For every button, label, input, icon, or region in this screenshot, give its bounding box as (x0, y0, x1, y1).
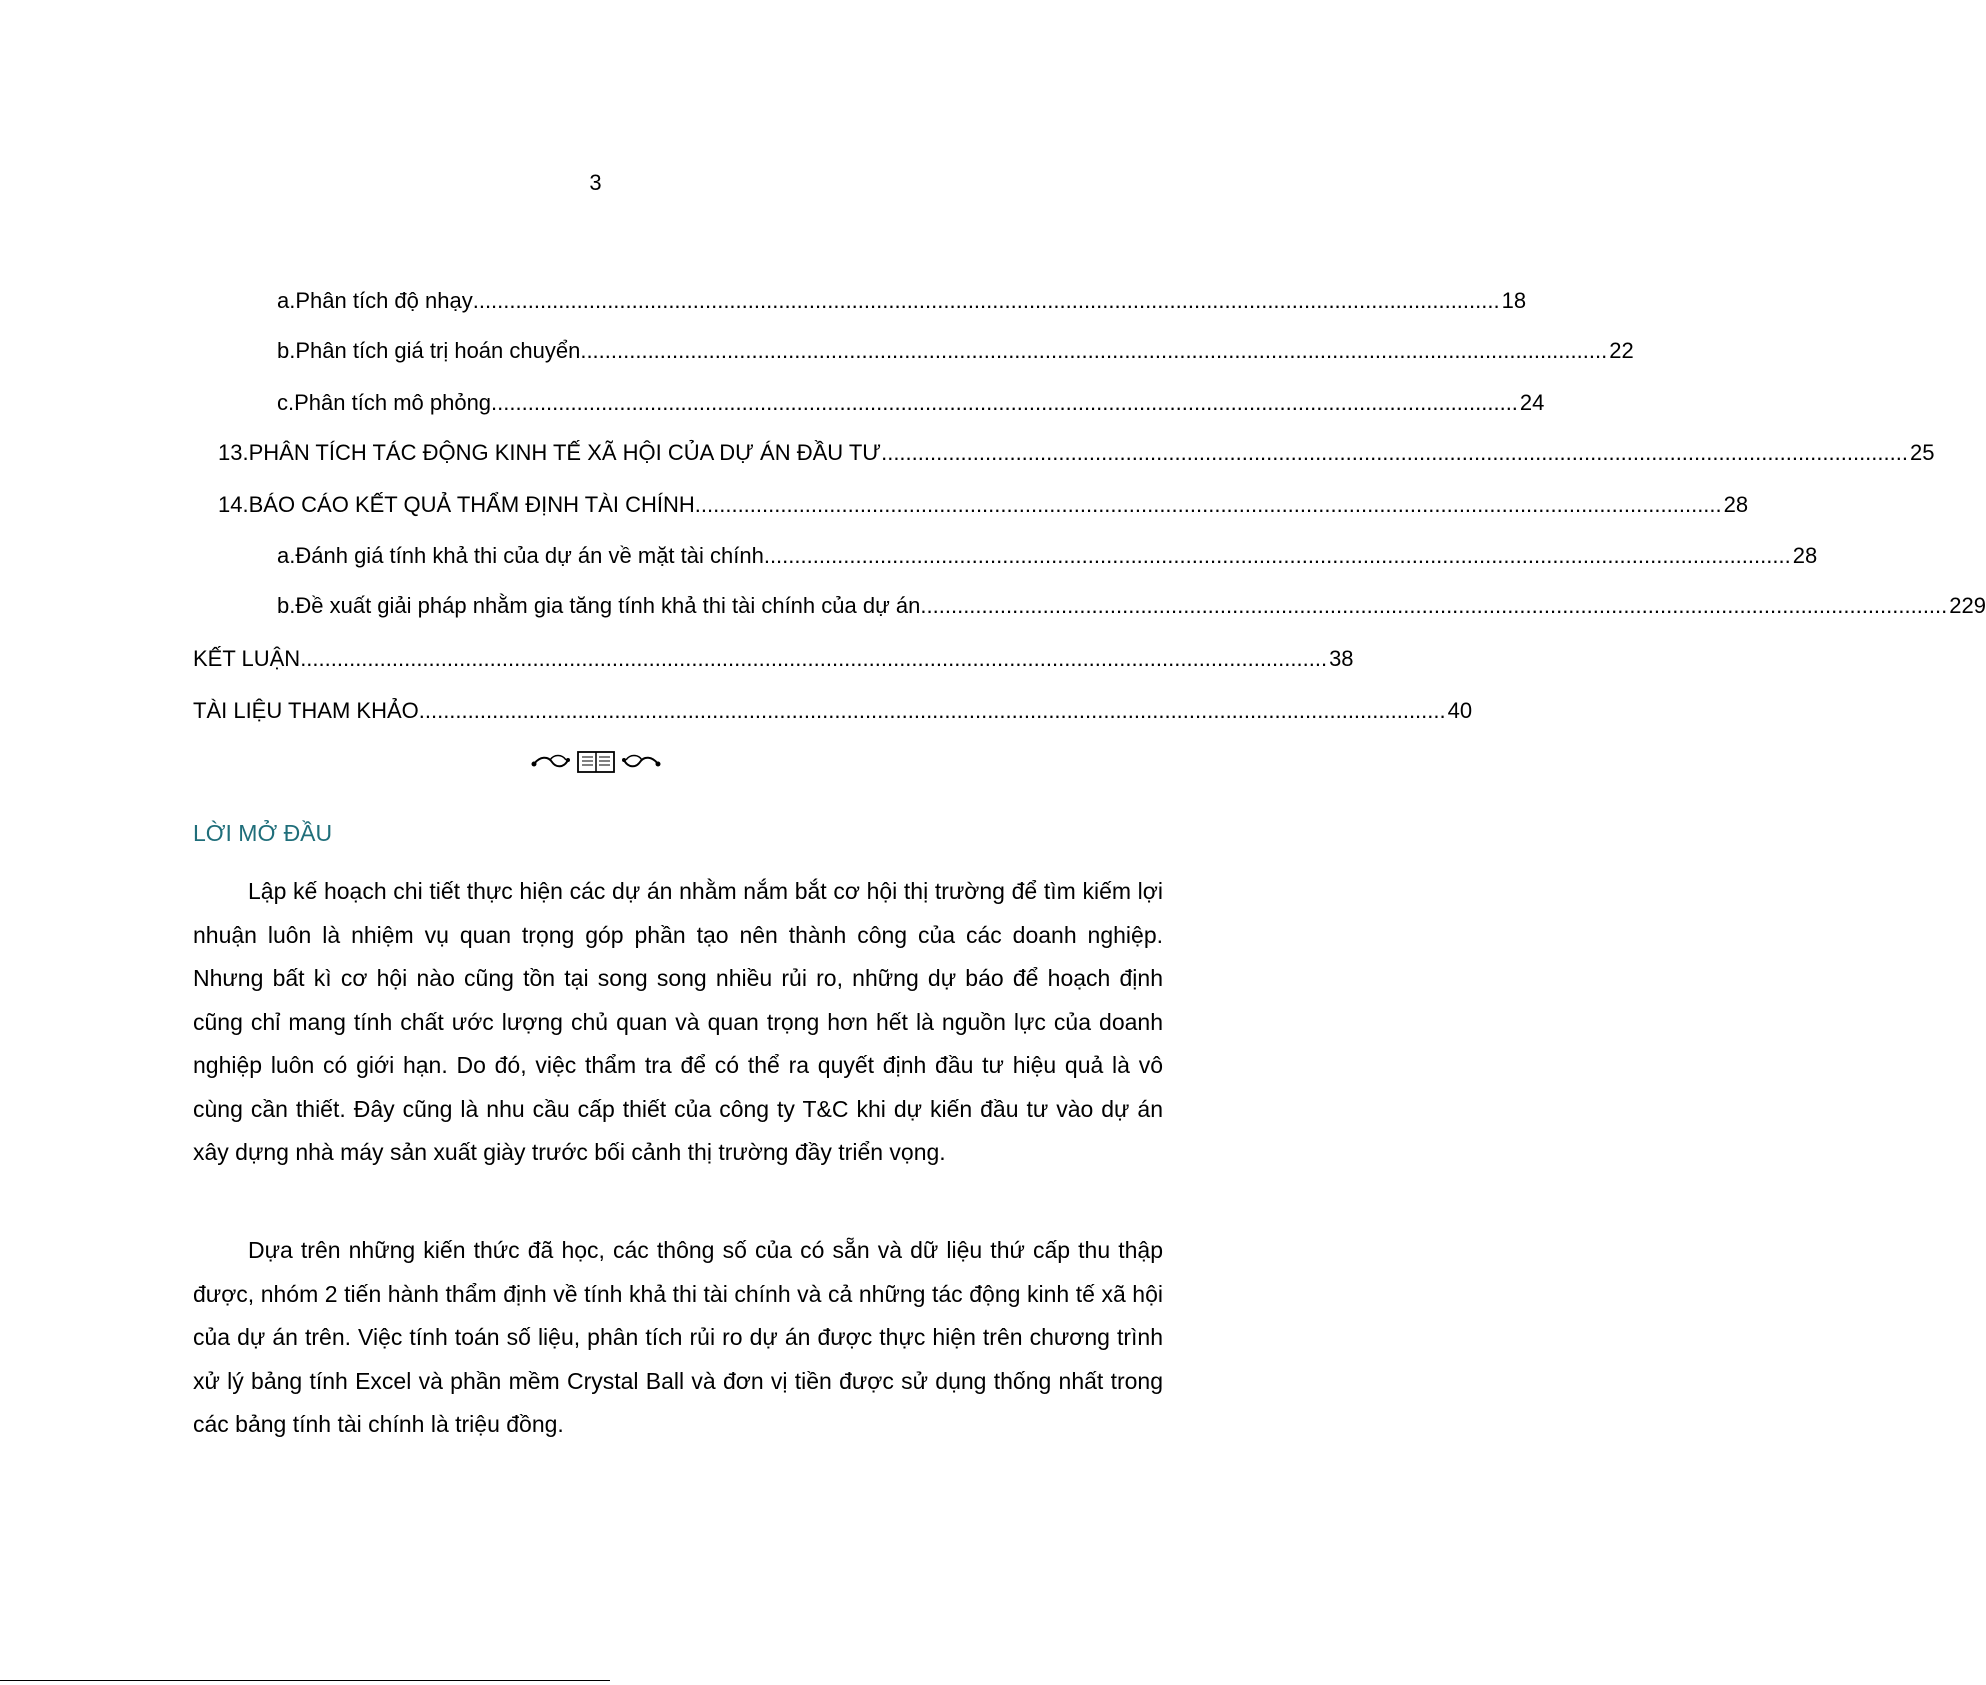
toc-entry-page: 229 (1949, 593, 1986, 618)
toc-entry-title: BÁO CÁO KẾT QUẢ THẨM ĐỊNH TÀI CHÍNH (248, 492, 695, 517)
toc-entry[interactable] (193, 644, 1354, 674)
toc-entry-page: 38 (1329, 646, 1354, 671)
toc-entry-page: 28 (1792, 543, 1818, 568)
toc-dot-leader: ........................................................................................................................................................................ (920, 593, 1948, 618)
toc-dot-leader: ........................................................................................................................................................................ (580, 338, 1608, 363)
toc-entry-marker: a. (277, 288, 296, 313)
toc-dot-leader: ........................................................................................................................................................................ (472, 288, 1500, 313)
toc-entry-marker: c. (277, 390, 295, 415)
intro-paragraph: Dựa trên những kiến thức đã học, các thông số của có sẵn và dữ liệu thứ cấp thu thập được, nhóm 2 tiến hành thẩm định về tính khả thi tài chính và cả những tác động kinh tế xã hội của dự án trên. Việc tính toán số liệu, phân tích rủi ro dự án được thực hiện trên chương trình xử lý bảng tính Excel và phần mềm Crystal Ball và đơn vị tiền được sử dụng thống nhất trong các bảng tính tài chính là triệu đồng. (193, 1237, 1163, 1437)
toc-entry-marker: b. (277, 338, 296, 363)
toc-entry-page: 22 (1609, 338, 1634, 363)
toc-dot-leader: ........................................................................................................................................................................ (881, 440, 1908, 465)
book-flourish-icon (0, 748, 1191, 776)
toc-entry-title: PHÂN TÍCH TÁC ĐỘNG KINH TẾ XÃ HỘI CỦA DỰ ÁN ĐẦU TƯ (248, 440, 882, 465)
toc-entry-page: 28 (1723, 492, 1749, 517)
toc-dot-leader: ........................................................................................................................................................................ (491, 390, 1518, 415)
footnote-divider (0, 1680, 610, 1681)
toc-entry-marker: 14. (218, 492, 249, 517)
toc-entry[interactable] (277, 388, 1545, 418)
toc-entry[interactable] (218, 490, 1749, 520)
toc-entry-page: 40 (1447, 698, 1473, 723)
toc-entry-title: Đề xuất giải pháp nhằm gia tăng tính khả thi tài chính của dự án (295, 593, 921, 618)
toc-dot-leader: ........................................................................................................................................................................ (418, 698, 1446, 723)
intro-paragraph: Lập kế hoạch chi tiết thực hiện các dự án nhằm nắm bắt cơ hội thị trường để tìm kiếm lợi nhuận luôn là nhiệm vụ quan trọng góp phần tạo nên thành công của các doanh nghiệp. Nhưng bất kì cơ hội nào cũng tồn tại song song nhiều rủi ro, những dự báo để hoạch định cũng chỉ mang tính chất ước lượng chủ quan và quan trọng hơn hết là nguồn lực của doanh nghiệp luôn có giới hạn. Do đó, việc thẩm tra để có thể ra quyết định đầu tư hiệu quả là vô cùng cần thiết. Đây cũng là nhu cầu cấp thiết của công ty T&C khi dự kiến đầu tư vào dự án xây dựng nhà máy sản xuất giày trước bối cảnh thị trường đầy triển vọng. (193, 878, 1163, 1165)
toc-entry-marker: b. (277, 593, 296, 618)
toc-entry[interactable] (277, 591, 1986, 621)
toc-dot-leader: ........................................................................................................................................................................ (300, 646, 1328, 671)
toc-entry-title: KẾT LUẬN (193, 646, 301, 671)
toc-dot-leader: ........................................................................................................................................................................ (763, 543, 1791, 568)
toc-entry-page: 25 (1909, 440, 1935, 465)
toc-entry-marker: a. (277, 543, 296, 568)
toc-entry-title: Phân tích giá trị hoán chuyển (295, 338, 581, 363)
toc-entry[interactable] (193, 696, 1473, 726)
toc-entry-marker: 13. (218, 440, 249, 465)
toc-entry[interactable] (277, 541, 1818, 571)
toc-entry[interactable] (277, 286, 1527, 316)
toc-dot-leader: ........................................................................................................................................................................ (694, 492, 1722, 517)
toc-entry[interactable] (277, 336, 1634, 366)
toc-entry-page: 18 (1501, 288, 1527, 313)
toc-entry[interactable] (218, 438, 1935, 468)
page-number: 3 (589, 170, 602, 195)
toc-entry-title: Phân tích độ nhạy (295, 288, 473, 313)
section-heading: LỜI MỞ ĐẦU (193, 820, 333, 846)
toc-entry-title: TÀI LIỆU THAM KHẢO (193, 698, 419, 723)
toc-entry-title: Đánh giá tính khả thi của dự án về mặt tài chính (295, 543, 764, 568)
toc-entry-page: 24 (1519, 390, 1545, 415)
toc-entry-title: Phân tích mô phỏng (294, 390, 492, 415)
